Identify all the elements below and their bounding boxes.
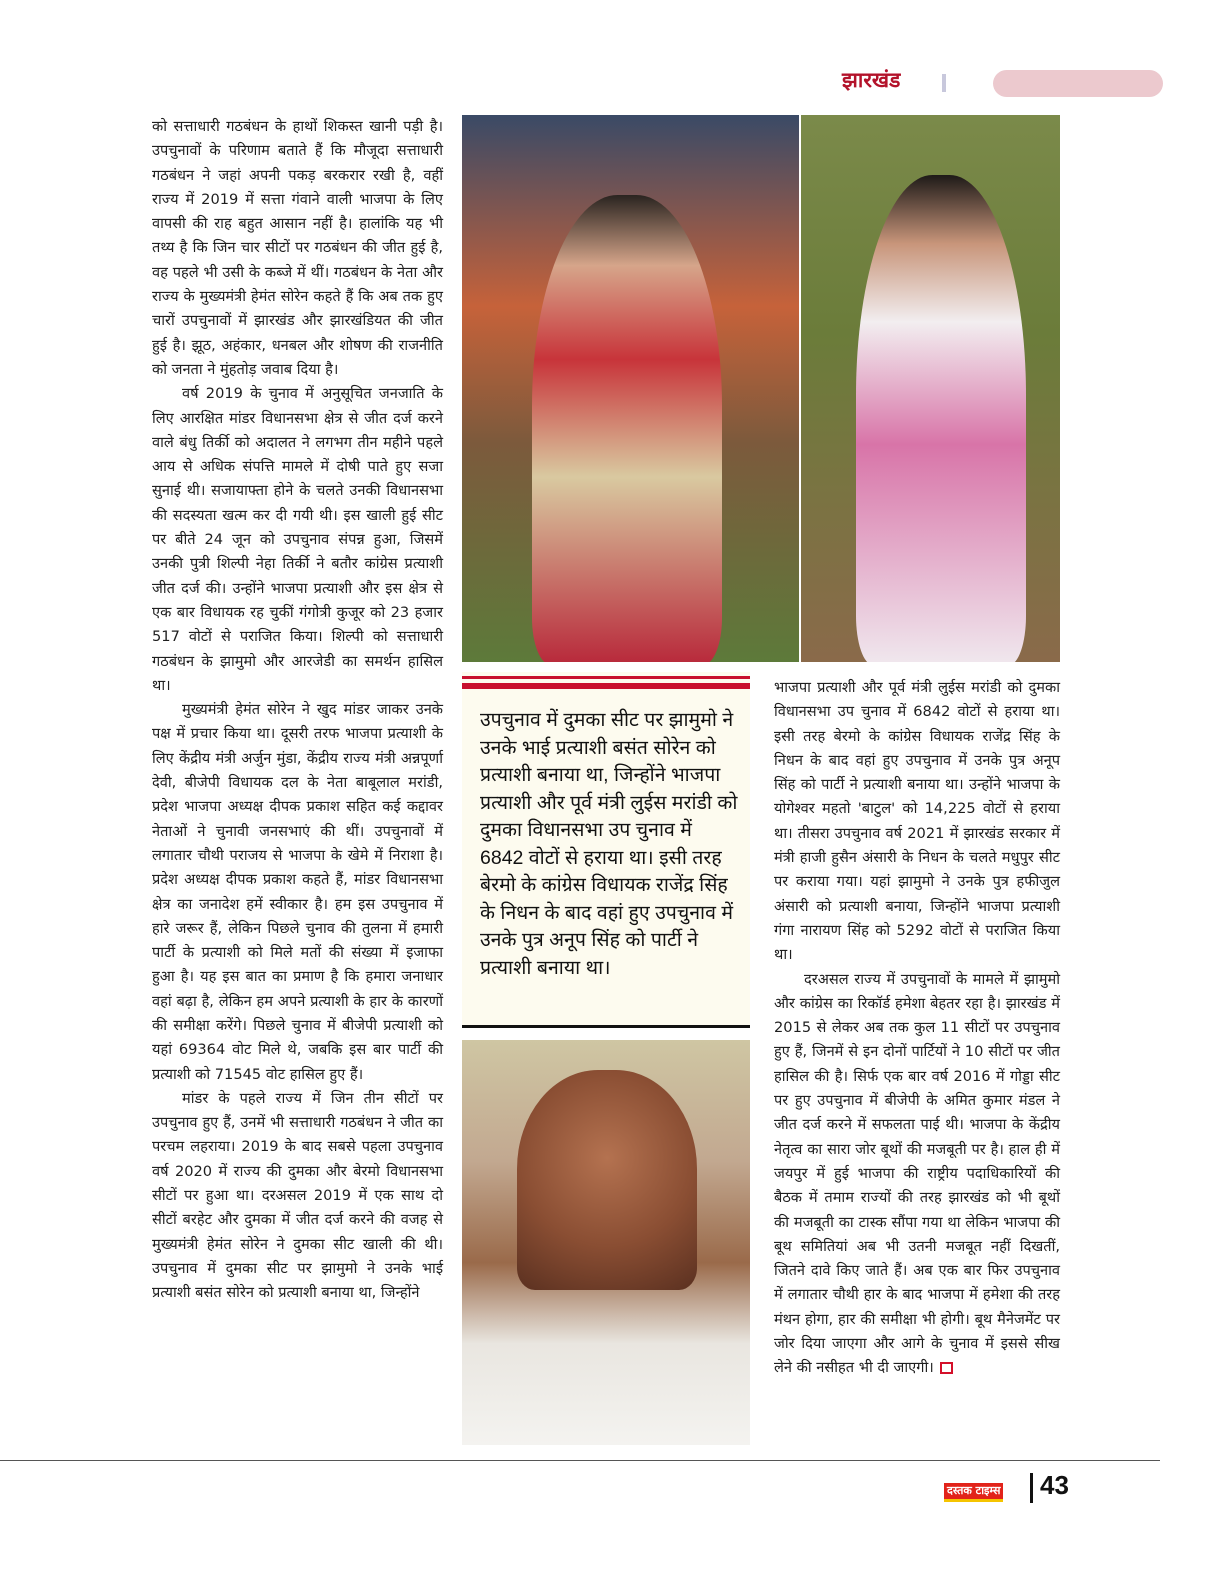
article-column-left [152, 115, 443, 1306]
footer-separator [1030, 1473, 1033, 1503]
photo-bearded-man-portrait [462, 1040, 750, 1445]
paragraph [774, 968, 1060, 1381]
header-pill-decoration [993, 70, 1163, 97]
section-title: झारखंड [842, 68, 901, 92]
divider [462, 683, 750, 689]
page-number: 43 [1040, 1470, 1069, 1500]
paragraph: भाजपा प्रत्याशी और पूर्व मंत्री लुईस मरांडी को दुमका विधानसभा उप चुनाव में 6842 वोटों से हराया था। इसी तरह बेरमो के कांग्रेस विधायक राजेंद्र सिंह के निधन के बाद वहां हुए उपचुनाव में उनके पुत्र अनूप सिंह को पार्टी ने प्रत्याशी बनाया था। उन्होंने भाजपा के योगेश्वर महतो 'बाटुल' को 14,225 वोटों से हराया था। तीसरा उपचुनाव वर्ष 2021 में झारखंड सरकार में मंत्री हाजी हुसैन अंसारी के निधन के चलते मधुपुर सीट पर कराया गया। यहां झामुमो ने उनके पुत्र हफीजुल अंसारी को प्रत्याशी बनाया, जिन्होंने भाजपा प्रत्याशी गंगा नारायण सिंह को 5292 वोटों से पराजित किया था। [774, 679, 1060, 964]
divider [462, 1025, 750, 1028]
publication-logo: दस्तक टाइम्स [944, 1483, 1003, 1502]
paragraph-text: दरअसल राज्य में उपचुनावों के मामले में झामुमो और कांग्रेस का रिकॉर्ड हमेशा बेहतर रहा है। झारखंड में 2015 से लेकर अब तक कुल 11 सीटों पर उपचुनाव हुए हैं, जिनमें से इन दोनों पार्टियों ने 10 सीटों पर जीत हासिल की है। सिर्फ एक बार वर्ष 2016 में गोड्डा सीट पर हुए उपचुनाव में बीजेपी के अमित कुमार मंडल ने जीत दर्ज करने में सफलता पाई थी। भाजपा के केंद्रीय नेतृत्व का सारा जोर बूथों की मजबूती पर है। हाल ही में जयपुर में हुई भाजपा की राष्ट्रीय पदाधिकारियों की बैठक में तमाम राज्यों की तरह झारखंड को भी बूथों की मजबूती का टास्क सौंपा गया था लेकिन भाजपा की बूथ समितियां अब भी उतनी मजबूत नहीं दिखतीं, जितने दावे किए जाते हैं। अब एक बार फिर उपचुनाव में लगातार चौथी हार के बाद भाजपा में हमेशा की तरह मंथन होगा, हार की समीक्षा भी होगी। बूथ मैनेजमेंट पर जोर दिया जाएगा और आगे के चुनाव में इससे सीख लेने की नसीहत भी दी जाएगी। [774, 970, 1060, 1377]
paragraph: को सत्ताधारी गठबंधन के हाथों शिकस्त खानी पड़ी है। उपचुनावों के परिणाम बताते हैं कि मौजूदा सत्ताधारी गठबंधन ने जहां अपनी पकड़ बरकरार रखी है, वहीं राज्य में 2019 में सत्ता गंवाने वाली भाजपा के लिए वापसी की राह बहुत आसान नहीं है। हालांकि यह भी तथ्य है कि जिन चार सीटों पर गठबंधन की जीत हुई है, वह पहले भी उसी के कब्जे में थीं। गठबंधन के नेता और राज्य के मुख्यमंत्री हेमंत सोरेन कहते हैं कि अब तक हुए चारों उपचुनावों में झारखंड और झारखंडियत की जीत हुई है। झूठ, अहंकार, धनबल और शोषण की राजनीति को जनता ने मुंहतोड़ जवाब दिया है। [152, 118, 443, 378]
article-column-right [774, 676, 1060, 1381]
paragraph: वर्ष 2019 के चुनाव में अनुसूचित जनजाति के लिए आरक्षित मांडर विधानसभा क्षेत्र से जीत दर्ज करने वाले बंधु तिर्की को अदालत ने लगभग तीन महीने पहले आय से अधिक संपत्ति मामले में दोषी पाते हुए सजा सुनाई थी। सजायाफ्ता होने के चलते उनकी विधानसभा की सदस्यता खत्म कर दी गयी थी। इस खाली हुई सीट पर बीते 24 जून को उपचुनाव संपन्न हुआ, जिसमें उनकी पुत्री शिल्पी नेहा तिर्की ने बतौर कांग्रेस प्रत्याशी जीत दर्ज की। उन्होंने भाजपा प्रत्याशी और इस क्षेत्र से एक बार विधायक रह चुकीं गंगोत्री कुजूर को 23 हजार 517 वोटों से पराजित किया। शिल्पी को सत्ताधारी गठबंधन के झामुमो और आरजेडी का समर्थन हासिल था। [152, 385, 443, 694]
paragraph: मुख्यमंत्री हेमंत सोरेन ने खुद मांडर जाकर उनके पक्ष में प्रचार किया था। दूसरी तरफ भाजपा प्रत्याशी के लिए केंद्रीय मंत्री अर्जुन मुंडा, केंद्रीय राज्य मंत्री अन्नपूर्णा देवी, बीजेपी विधायक दल के नेता बाबूलाल मरांडी, प्रदेश भाजपा अध्यक्ष दीपक प्रकाश सहित कई कद्दावर नेताओं ने चुनावी जनसभाएं की थीं। उपचुनावों में लगातार चौथी पराजय से भाजपा के खेमे में निराशा है। प्रदेश अध्यक्ष दीपक प्रकाश कहते हैं, मांडर विधानसभा क्षेत्र का जनादेश हमें स्वीकार है। हम इस उपचुनाव में हारे जरूर हैं, लेकिन पिछले चुनाव की तुलना में हमारी पार्टी के प्रत्याशी को मिले मतों की संख्या में इजाफा हुआ है। यह इस बात का प्रमाण है कि हमारा जनाधार वहां बढ़ा है, लेकिन हम अपने प्रत्याशी के हार के कारणों की समीक्षा करेंगे। पिछले चुनाव में बीजेपी प्रत्याशी को यहां 69364 वोट मिले थे, जबकि इस बार पार्टी की प्रत्याशी को 71545 वोट हासिल हुए हैं। [152, 701, 443, 1083]
photo-woman-in-saree-namaste [801, 115, 1060, 662]
footer-divider [0, 1460, 1160, 1461]
photo-woman-showing-inked-finger [462, 115, 799, 662]
pull-quote-text: उपचुनाव में दुमका सीट पर झामुमो ने उनके भाई प्रत्याशी बसंत सोरेन को प्रत्याशी बनाया था, जिन्होंने भाजपा प्रत्याशी और पूर्व मंत्री लुईस मरांडी को दुमका विधानसभा उप चुनाव में 6842 वोटों से हराया था। इसी तरह बेरमो के कांग्रेस विधायक राजेंद्र सिंह के निधन के बाद वहां हुए उपचुनाव में उनके पुत्र अनूप सिंह को पार्टी ने प्रत्याशी बनाया था। [480, 709, 738, 979]
paragraph: मांडर के पहले राज्य में जिन तीन सीटों पर उपचुनाव हुए हैं, उनमें भी सत्ताधारी गठबंधन ने जीत का परचम लहराया। 2019 के बाद सबसे पहला उपचुनाव वर्ष 2020 में राज्य की दुमका और बेरमो विधानसभा सीटों पर हुआ था। दरअसल 2019 में एक साथ दो सीटों बरहेट और दुमका में जीत दर्ज करने की वजह से मुख्यमंत्री हेमंत सोरेन ने दुमका सीट खाली की थी। उपचुनाव में दुमका सीट पर झामुमो ने उनके भाई प्रत्याशी बसंत सोरेन को प्रत्याशी बनाया था, जिन्होंने [152, 1089, 443, 1302]
end-mark-icon [940, 1362, 953, 1374]
header-divider [942, 74, 946, 92]
divider [462, 676, 750, 679]
